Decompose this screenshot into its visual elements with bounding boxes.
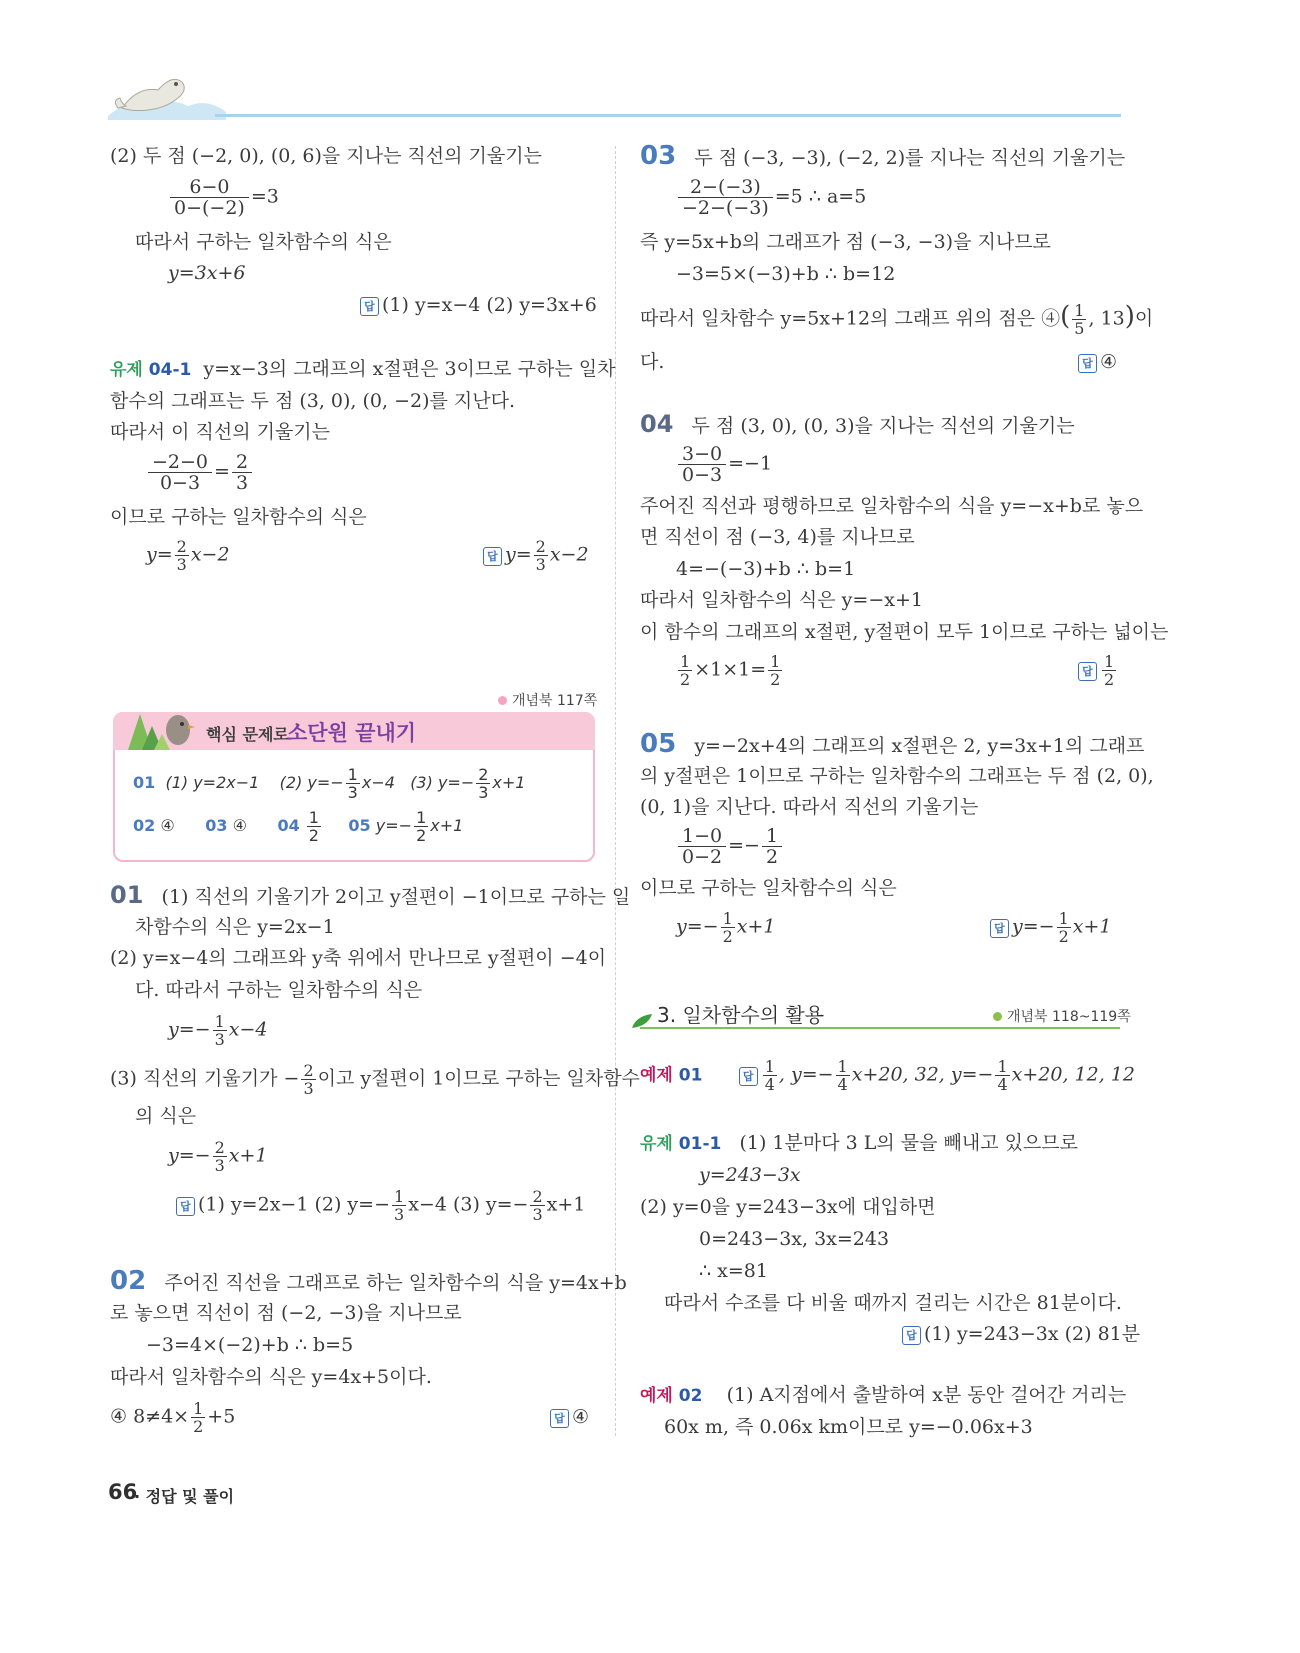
q05-fraction: $\frac{1-0}{0-2}$ =− $\frac{1}{2}$ [676,826,784,867]
q01-number: 01 [110,881,144,909]
q01-line3: (2) y=x−4의 그래프와 y축 위에서 만나므로 y절편이 −4이 [110,947,607,969]
q03-answer: 답 ④ [1078,349,1117,375]
q01-line1: 01 (1) 직선의 기울기가 2이고 y절편이 −1이므로 구하는 일 [110,881,631,909]
p2-line4: y=3x+6 [168,262,246,284]
q02-line5: ④ 8≠4× $\frac{1}{2}$ +5 [110,1399,236,1436]
q04-line5: 4=−(−3)+b ∴ b=1 [676,558,856,580]
q04-answer: 답 $\frac{1}{2}$ [1078,653,1118,688]
p2-fraction [168,177,279,218]
y04-result: y= $\frac{2}{3}$ x−2 [146,537,230,574]
answer-icon: 답 [902,1326,921,1345]
q05-line6: y=− $\frac{1}{2}$ x+1 [676,909,776,946]
footer-label: · 정답 및 풀이 [134,1487,235,1506]
p2-line1: (2) 두 점 (−2, 0), (0, 6)을 지나는 직선의 기울기는 [110,145,542,167]
q01-line7: 의 식은 [135,1105,197,1127]
frac-den: 0−(−2) [174,197,245,219]
q04-line1: 04 두 점 (3, 0), (0, 3)을 지나는 직선의 기울기는 [640,410,1075,438]
q01-answer: 답 (1) y=2x−1 (2) y=− $\frac{1}{3}$ x−4 (3) y=− $\frac{2}{3}$ x+1 [176,1188,585,1223]
q02-answer: 답 ④ [550,1404,589,1430]
frac-num: 2 [232,452,252,473]
yeje-label: 예제 01 [640,1065,703,1086]
q04-fraction: $\frac{3-0}{0-3}$ =−1 [676,444,772,485]
y04-line1 [110,356,615,383]
q02-line2: 로 놓으면 직선이 점 (−2, −3)을 지나므로 [110,1302,462,1324]
q03-line5: 따라서 일차함수 y=5x+12의 그래프 위의 점은 ④( $\frac{1}{5}$ , 13)이 [640,301,1154,338]
q01-line6: (3) 직선의 기울기가 − $\frac{2}{3}$ 이고 y절편이 1이므로 구하는 일차함수 [110,1061,640,1098]
answer-icon: 답 [483,547,502,566]
q04-line6: 따라서 일차함수의 식은 y=−x+1 [640,589,923,611]
ye02-line2: 60x m, 즉 0.06x km이므로 y=−0.06x+3 [664,1416,1033,1438]
q01-line8: y=− $\frac{2}{3}$ x+1 [168,1138,268,1175]
q02-line3: −3=4×(−2)+b ∴ b=5 [146,1334,354,1356]
y04-answer: 답 y= $\frac{2}{3}$ x−2 [483,538,589,573]
q02-number: 02 [110,1266,147,1296]
q05-line1: 05 y=−2x+4의 그래프의 x절편은 2, y=3x+1의 그래프 [640,729,1145,759]
yu01-line2: y=243−3x [699,1164,801,1186]
yu01-line6: 따라서 수조를 다 비울 때까지 걸리는 시간은 81분이다. [664,1292,1122,1314]
concept-book-ref-118: 개념북 118~119쪽 [993,1006,1131,1026]
p2-line3: 따라서 구하는 일차함수의 식은 [135,231,392,253]
yuje-label: 유제 01-1 [640,1134,722,1154]
q01-line2: 차함수의 식은 y=2x−1 [135,916,335,938]
q04-line8: $\frac{1}{2}$ ×1×1= $\frac{1}{2}$ [680,652,781,689]
header-seal-illustration [108,68,228,120]
yeje-label: 예제 02 [640,1386,703,1406]
ye01-line: 예제 01 답 $\frac{1}{4}$ , y=− $\frac{1}{4}$ x+20, 32, y=− $\frac{1}{4}$ x+20, 12, 12 [640,1057,1135,1094]
y04-fraction [146,452,254,493]
q03-line3: 즉 y=5x+b의 그래프가 점 (−3, −3)을 지나므로 [640,231,1051,253]
banner-title: 소단원 끝내기 [287,721,417,745]
yu01-line5: ∴ x=81 [699,1260,768,1282]
summary-row1: 01 (1) y=2x−1 (2) y=− $\frac{1}{3}$ x−4 (3) y=− $\frac{2}{3}$ x+1 [133,765,526,802]
q02-line4: 따라서 일차함수의 식은 y=4x+5이다. [110,1366,432,1388]
section-title: 3. 일차함수의 활용 [657,1003,825,1027]
section-rule [640,1027,1120,1029]
q04-number: 04 [640,410,674,438]
q05-line3: (0, 1)을 지난다. 따라서 직선의 기울기는 [640,796,979,818]
equals: = [214,460,230,483]
q04-line3: 주어진 직선과 평행하므로 일차함수의 식을 y=−x+b로 놓으 [640,495,1144,517]
frac-den: 0−3 [159,472,201,494]
answer-icon: 답 [739,1067,758,1086]
p2-answer [360,292,597,318]
answer-icon: 답 [1078,662,1097,681]
answer-icon: 답 [990,919,1009,938]
ye02-line1: 예제 02 (1) A지점에서 출발하여 x분 동안 걸어간 거리는 [640,1384,1127,1406]
frac-result: =3 [250,185,279,208]
q01-line4: 다. 따라서 구하는 일차함수의 식은 [135,979,423,1001]
yuje-label: 유제 04-1 [110,360,192,380]
q03-fraction: $\frac{2-(-3)}{-2-(-3)}$ =5 ∴ a=5 [676,177,866,218]
yu01-line4: 0=243−3x, 3x=243 [699,1228,890,1250]
q05-answer: 답 y=− $\frac{1}{2}$ x+1 [990,910,1112,945]
q05-line2: 의 y절편은 1이므로 구하는 일차함수의 그래프는 두 점 (2, 0), [640,765,1154,787]
q03-line1: 03 두 점 (−3, −3), (−2, 2)를 지나는 직선의 기울기는 [640,141,1126,171]
q04-line4: 면 직선이 점 (−3, 4)를 지나므로 [640,526,915,548]
q03-line6: 다. [640,351,665,373]
page-number: 66 [108,1480,138,1504]
y04-line5: 이므로 구하는 일차함수의 식은 [110,506,367,528]
frac-num: 6−0 [170,177,249,198]
banner-prefix: 핵심 문제로 [206,725,289,744]
y04-line2: 함수의 그래프는 두 점 (3, 0), (0, −2)를 지난다. [110,390,516,412]
q05-line5: 이므로 구하는 일차함수의 식은 [640,877,897,899]
answer-text: (1) y=x−4 (2) y=3x+6 [382,294,597,316]
concept-book-ref-117: 개념북 117쪽 [498,690,597,710]
frac-den: 3 [235,472,249,494]
y04-line3: 따라서 이 직선의 기울기는 [110,421,331,443]
column-divider [615,146,616,1436]
q04-line7: 이 함수의 그래프의 x절편, y절편이 모두 1이므로 구하는 넓이는 [640,621,1169,643]
q02-line1: 02 주어진 직선을 그래프로 하는 일차함수의 식을 y=4x+b [110,1266,627,1296]
q03-line4: −3=5×(−3)+b ∴ b=12 [676,263,896,285]
q03-number: 03 [640,141,677,171]
answer-icon: 답 [550,1409,569,1428]
header-rule [215,114,1121,117]
frac-num: −2−0 [148,452,212,473]
answer-icon: 답 [176,1197,195,1216]
q01-line5: y=− $\frac{1}{3}$ x−4 [168,1012,268,1049]
answer-icon: 답 [1078,354,1097,373]
yu01-line3: (2) y=0을 y=243−3x에 대입하면 [640,1196,936,1218]
yu01-answer: 답 (1) y=243−3x (2) 81분 [902,1321,1140,1347]
summary-row2: 02 ④ 03 ④ 04 $\frac{1}{2}$ 05 y=− $\frac{1}{2}$ x+1 [133,808,464,845]
answer-icon: 답 [360,297,379,316]
q05-number: 05 [640,729,677,759]
y04-text1: y=x−3의 그래프의 x절편은 3이므로 구하는 일차 [203,358,616,380]
yu01-line1: 유제 01-1 (1) 1분마다 3 L의 물을 빼내고 있으므로 [640,1132,1079,1154]
tree-bird-icon [118,704,198,752]
